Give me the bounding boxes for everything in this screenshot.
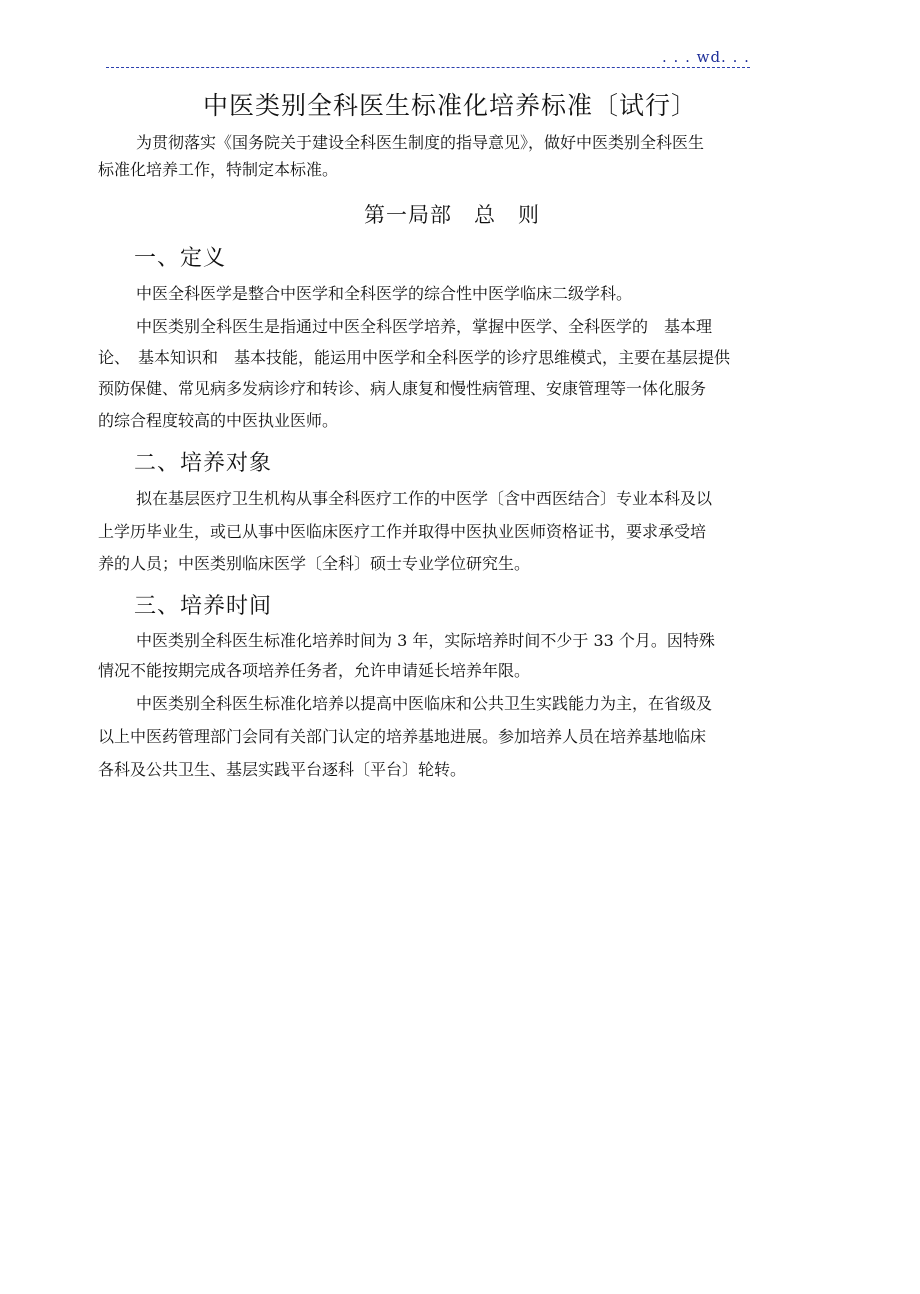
intro-line: 为贯彻落实《国务院关于建设全科医生制度的指导意见》，做好中医类别全科医生 [136, 133, 705, 152]
section-heading-definition: 一、定义 [134, 246, 227, 271]
paragraph-line: 中医类别全科医生标准化培养时间为 3 年，实际培养时间不少于 33 个月。因特殊 [136, 631, 715, 650]
section-heading-duration: 三、培养时间 [134, 594, 273, 619]
paragraph-line: 拟在基层医疗卫生机构从事全科医疗工作的中医学〔含中西医结合〕专业本科及以 [136, 489, 713, 508]
paragraph-line: 各科及公共卫生、基层实践平台逐科〔平台〕轮转。 [98, 760, 467, 779]
paragraph-line: 论、 基本知识和 基本技能，能运用中医学和全科医学的诊疗思维模式，主要在基层提供 [98, 348, 731, 367]
section-heading-target: 二、培养对象 [134, 451, 273, 476]
paragraph-line: 以上中医药管理部门会同有关部门认定的培养基地进展。参加培养人员在培养基地临床 [98, 727, 707, 746]
header-dashed-rule [106, 67, 750, 68]
paragraph-line: 中医类别全科医生标准化培养以提高中医临床和公共卫生实践能力为主，在省级及 [136, 694, 713, 713]
header-mark: . . . wd. . . [662, 48, 750, 66]
paragraph-line: 预防保健、常见病多发病诊疗和转诊、病人康复和慢性病管理、安康管理等一体化服务 [98, 379, 707, 398]
intro-line: 标准化培养工作，特制定本标准。 [98, 160, 339, 179]
paragraph-line: 中医全科医学是整合中医学和全科医学的综合性中医学临床二级学科。 [136, 284, 633, 303]
paragraph-line: 上学历毕业生，或已从事中医临床医疗工作并取得中医执业医师资格证书，要求承受培 [98, 522, 707, 541]
paragraph-line: 的综合程度较高的中医执业医师。 [98, 411, 339, 430]
paragraph-line: 中医类别全科医生是指通过中医全科医学培养，掌握中医学、全科医学的 基本理 [136, 317, 713, 336]
part-title: 第一局部 总 则 [364, 203, 540, 227]
paragraph-line: 情况不能按期完成各项培养任务者，允许申请延长培养年限。 [98, 661, 531, 680]
paragraph-line: 养的人员；中医类别临床医学〔全科〕硕士专业学位研究生。 [98, 554, 531, 573]
document-title: 中医类别全科医生标准化培养标准〔试行〕 [202, 91, 697, 120]
